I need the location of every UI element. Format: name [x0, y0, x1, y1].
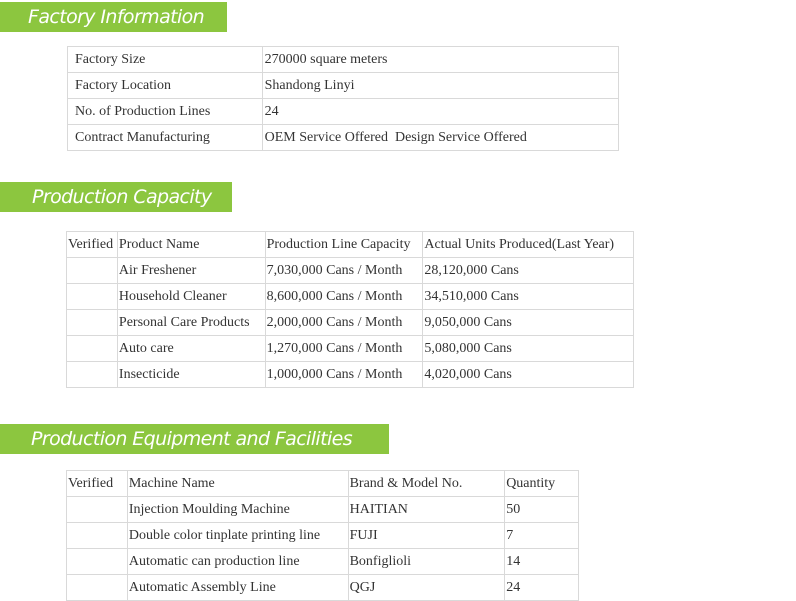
- production-lines-value: 24: [262, 99, 618, 125]
- verified-cell: [67, 258, 118, 284]
- contract-manufacturing-value: OEM Service Offered Design Service Offered: [262, 125, 618, 151]
- contract-manufacturing-label: Contract Manufacturing: [68, 125, 263, 151]
- machine-name-cell: Injection Moulding Machine: [127, 497, 348, 523]
- actual-units-cell: 34,510,000 Cans: [423, 284, 634, 310]
- verified-cell: [67, 362, 118, 388]
- factory-size-value: 270000 square meters: [262, 47, 618, 73]
- table-row: [67, 523, 579, 549]
- table-row: [67, 362, 634, 388]
- verified-cell: [67, 336, 118, 362]
- verified-header: Verified: [67, 232, 118, 258]
- brand-model-header: Brand & Model No.: [348, 471, 505, 497]
- table-header-row: [67, 232, 634, 258]
- line-capacity-cell: 1,270,000 Cans / Month: [265, 336, 423, 362]
- verified-cell: [67, 549, 128, 575]
- production-lines-label: No. of Production Lines: [68, 99, 263, 125]
- factory-location-value: Shandong Linyi: [262, 73, 618, 99]
- verified-cell: [67, 284, 118, 310]
- line-capacity-cell: 7,030,000 Cans / Month: [265, 258, 423, 284]
- verified-cell: [67, 497, 128, 523]
- brand-model-cell: QGJ: [348, 575, 505, 601]
- brand-model-cell: Bonfiglioli: [348, 549, 505, 575]
- quantity-cell: 14: [505, 549, 579, 575]
- table-row: [67, 258, 634, 284]
- table-row: [68, 47, 619, 73]
- table-row: [67, 497, 579, 523]
- factory-size-label: Factory Size: [68, 47, 263, 73]
- table-row: [67, 310, 634, 336]
- product-name-cell: Auto care: [117, 336, 265, 362]
- machine-name-cell: Automatic can production line: [127, 549, 348, 575]
- quantity-header: Quantity: [505, 471, 579, 497]
- verified-cell: [67, 523, 128, 549]
- verified-cell: [67, 310, 118, 336]
- verified-header: Verified: [67, 471, 128, 497]
- actual-units-cell: 4,020,000 Cans: [423, 362, 634, 388]
- brand-model-cell: FUJI: [348, 523, 505, 549]
- brand-model-cell: HAITIAN: [348, 497, 505, 523]
- product-name-cell: Personal Care Products: [117, 310, 265, 336]
- table-row: [68, 99, 619, 125]
- table-row: [67, 284, 634, 310]
- verified-cell: [67, 575, 128, 601]
- table-header-row: [67, 471, 579, 497]
- machine-name-cell: Double color tinplate printing line: [127, 523, 348, 549]
- table-row: [67, 336, 634, 362]
- quantity-cell: 7: [505, 523, 579, 549]
- machine-name-header: Machine Name: [127, 471, 348, 497]
- production-equipment-banner: Production Equipment and Facilities: [0, 424, 389, 454]
- actual-units-cell: 9,050,000 Cans: [423, 310, 634, 336]
- production-capacity-table: [66, 231, 634, 388]
- quantity-cell: 50: [505, 497, 579, 523]
- line-capacity-header: Production Line Capacity: [265, 232, 423, 258]
- factory-location-label: Factory Location: [68, 73, 263, 99]
- factory-info-banner: Factory Information: [0, 2, 227, 32]
- production-equipment-table: [66, 470, 579, 601]
- equipment-table-viewport: [66, 470, 580, 601]
- actual-units-header: Actual Units Produced(Last Year): [423, 232, 634, 258]
- machine-name-cell: Automatic Assembly Line: [127, 575, 348, 601]
- table-row: [67, 575, 579, 601]
- quantity-cell: 24: [505, 575, 579, 601]
- product-name-header: Product Name: [117, 232, 265, 258]
- product-name-cell: Household Cleaner: [117, 284, 265, 310]
- table-row: [68, 73, 619, 99]
- actual-units-cell: 28,120,000 Cans: [423, 258, 634, 284]
- production-capacity-banner: Production Capacity: [0, 182, 232, 212]
- factory-info-table: [67, 46, 619, 151]
- product-name-cell: Air Freshener: [117, 258, 265, 284]
- actual-units-cell: 5,080,000 Cans: [423, 336, 634, 362]
- product-name-cell: Insecticide: [117, 362, 265, 388]
- line-capacity-cell: 8,600,000 Cans / Month: [265, 284, 423, 310]
- table-row: [67, 549, 579, 575]
- table-row: [68, 125, 619, 151]
- line-capacity-cell: 1,000,000 Cans / Month: [265, 362, 423, 388]
- line-capacity-cell: 2,000,000 Cans / Month: [265, 310, 423, 336]
